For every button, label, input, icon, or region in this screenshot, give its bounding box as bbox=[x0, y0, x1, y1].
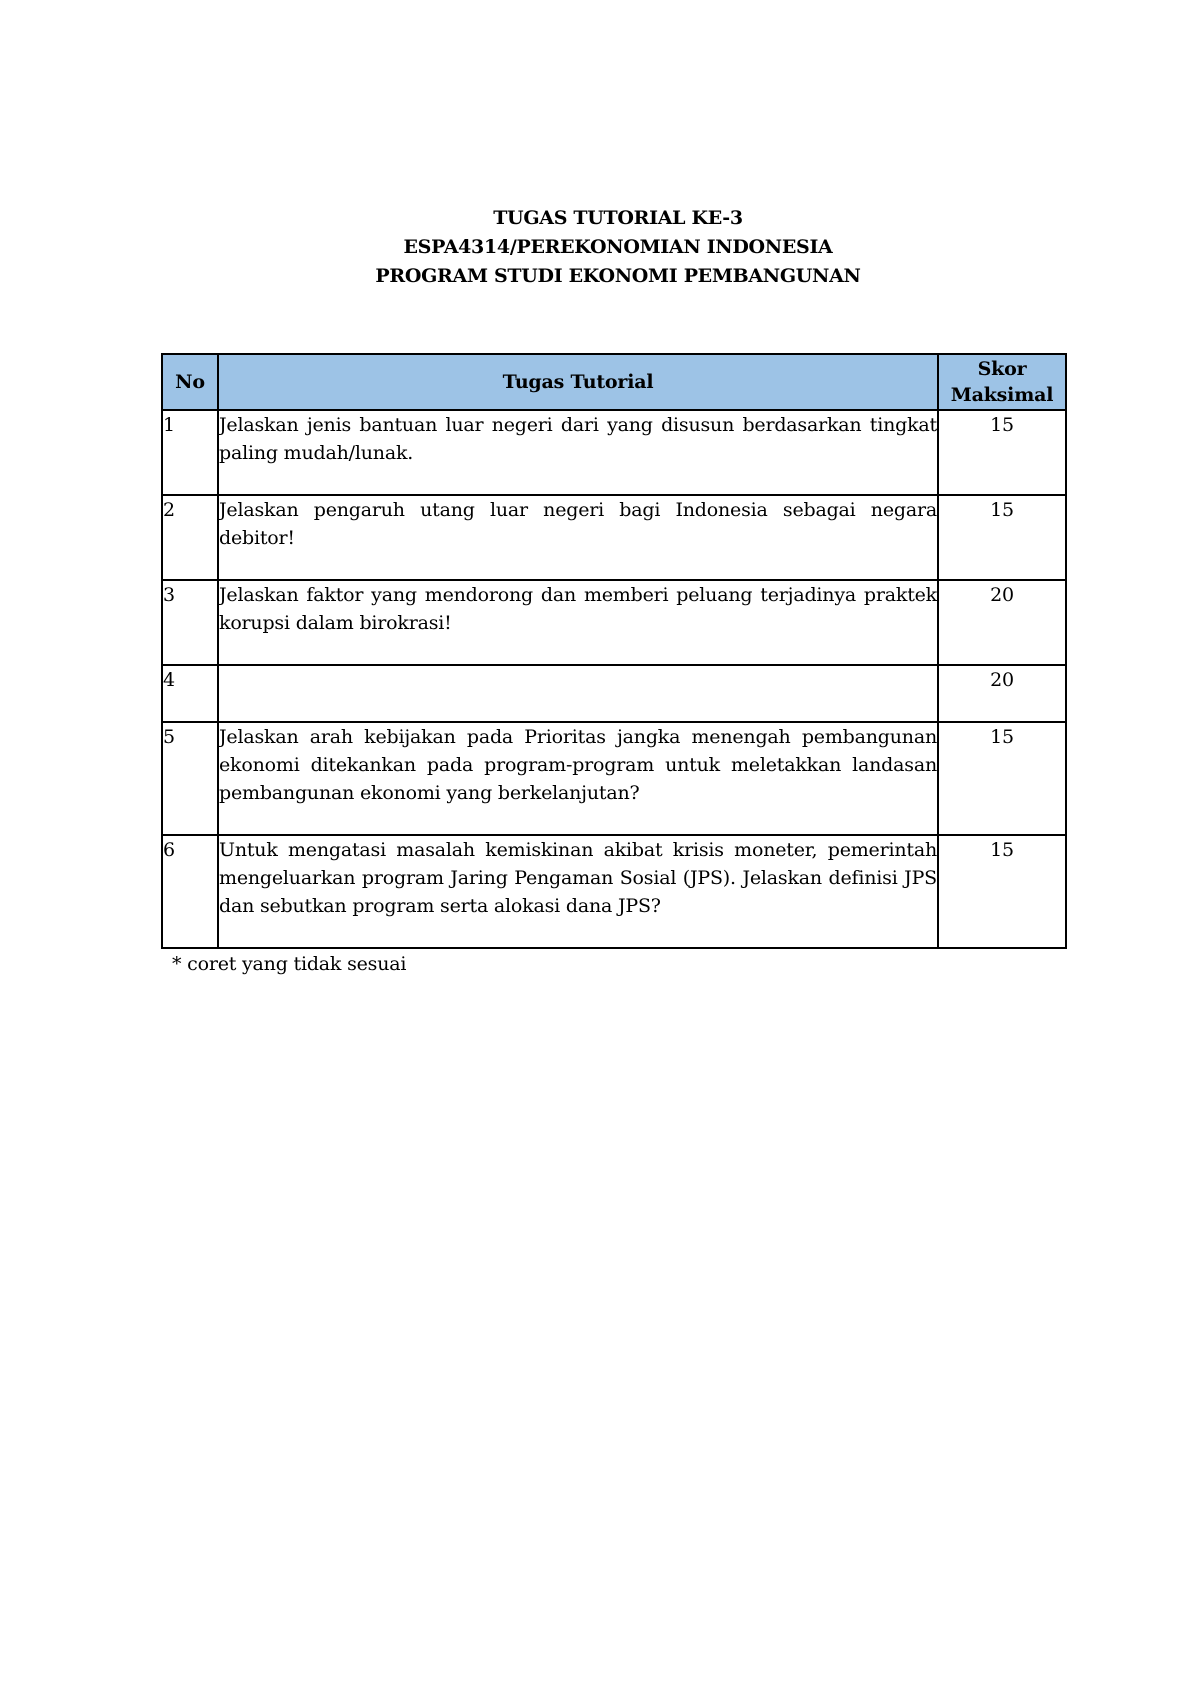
row-number: 5 bbox=[162, 722, 218, 835]
table-row bbox=[162, 722, 1066, 835]
row-number: 2 bbox=[162, 495, 218, 580]
row-number: 3 bbox=[162, 580, 218, 665]
table-row bbox=[162, 580, 1066, 665]
row-number: 1 bbox=[162, 410, 218, 495]
column-header-score: Skor Maksimal bbox=[938, 354, 1066, 410]
max-score: 20 bbox=[938, 580, 1066, 665]
table-row bbox=[162, 835, 1066, 948]
program-title: PROGRAM STUDI EKONOMI PEMBANGUNAN bbox=[375, 265, 861, 287]
table-row bbox=[162, 495, 1066, 580]
max-score: 15 bbox=[938, 722, 1066, 835]
table-row bbox=[162, 665, 1066, 722]
max-score: 15 bbox=[938, 495, 1066, 580]
max-score: 15 bbox=[938, 410, 1066, 495]
task-text: Jelaskan pengaruh utang luar negeri bagi Indonesia sebagai negara debitor! bbox=[218, 495, 938, 580]
table-header-row bbox=[162, 354, 1066, 410]
column-header-task: Tugas Tutorial bbox=[218, 354, 938, 410]
row-number: 4 bbox=[162, 665, 218, 722]
task-text: Jelaskan arah kebijakan pada Prioritas jangka menengah pembangunan ekonomi ditekankan pada program-program untuk meletakkan landasan pembangunan ekonomi yang berkelanjutan? bbox=[218, 722, 938, 835]
tutorial-task-table bbox=[161, 353, 1067, 949]
task-text bbox=[218, 665, 938, 722]
table-row bbox=[162, 410, 1066, 495]
task-text: Jelaskan jenis bantuan luar negeri dari yang disusun berdasarkan tingkat paling mudah/lunak. bbox=[218, 410, 938, 495]
max-score: 15 bbox=[938, 835, 1066, 948]
document-header bbox=[0, 204, 1200, 291]
task-text: Jelaskan faktor yang mendorong dan memberi peluang terjadinya praktek korupsi dalam birokrasi! bbox=[218, 580, 938, 665]
max-score: 20 bbox=[938, 665, 1066, 722]
row-number: 6 bbox=[162, 835, 218, 948]
task-text: Untuk mengatasi masalah kemiskinan akibat krisis moneter, pemerintah mengeluarkan program Jaring Pengaman Sosial (JPS). Jelaskan definisi JPS dan sebutkan program serta alokasi dana JPS? bbox=[218, 835, 938, 948]
column-header-no: No bbox=[162, 354, 218, 410]
document-title: TUGAS TUTORIAL KE-3 bbox=[493, 207, 743, 229]
course-title: ESPA4314/PEREKONOMIAN INDONESIA bbox=[403, 236, 833, 258]
footnote: * coret yang tidak sesuai bbox=[172, 953, 407, 975]
